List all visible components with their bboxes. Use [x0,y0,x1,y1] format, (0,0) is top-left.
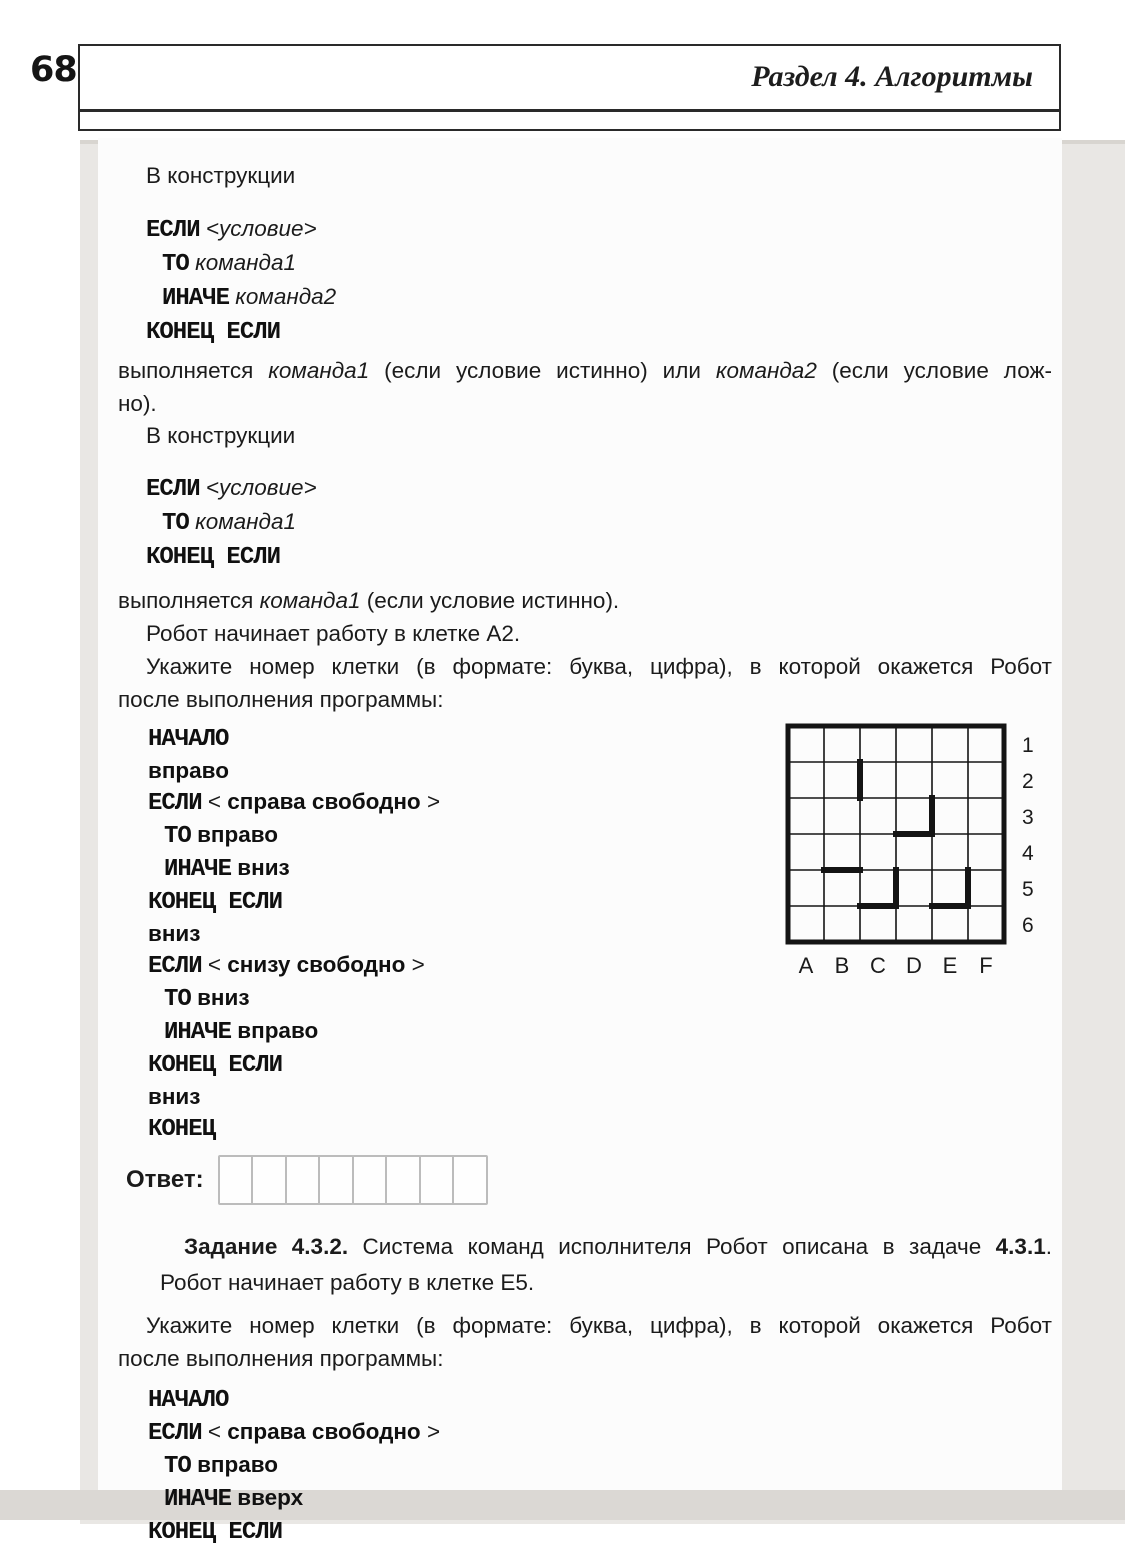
answer-cell [452,1155,488,1205]
text-line: НАЧАЛО [148,1387,229,1414]
robot-program-2 [148,1383,1052,1548]
robot-grid-svg [784,722,1046,982]
explanation-paragraph-2 [118,584,1052,617]
text-line: ЕСЛИ < снизу свободно > [148,952,425,980]
text-line: после выполнения программы: [118,687,444,712]
text-line: ИНАЧЕ вверх [164,1485,304,1513]
text-line: выполняется команда1 (если условие истинно). [118,588,620,613]
text-line: ЕСЛИ < справа свободно > [148,1419,441,1447]
answer-cell [251,1155,287,1205]
text-line: ИНАЧЕ команда2 [162,283,337,312]
text-line: вправо [148,758,229,783]
text-line: КОНЕЦ [148,1116,216,1143]
text-line: ИНАЧЕ вниз [164,855,290,883]
if-construct-listing [146,472,1052,574]
text-line: НАЧАЛО [148,726,229,753]
intro-paragraph-2: В конструкции [146,422,296,448]
text-line: ЕСЛИ < справа свободно > [148,789,441,817]
grid-row-label: 6 [1022,914,1034,937]
section-header [78,44,1061,131]
grid-column-label: A [798,953,814,978]
grid-column-label: F [979,953,993,978]
grid-column-label: B [834,953,850,978]
answer-cell [285,1155,321,1205]
text-line: после выполнения программы: [118,1346,444,1371]
answer-cell [419,1155,455,1205]
robot-start-cell-paragraph [118,617,1052,650]
text-line: ТО вниз [164,985,250,1013]
text-line: вниз [148,921,201,946]
answer-cell [385,1155,421,1205]
answer-cell [218,1155,254,1205]
text-line: Укажите номер клетки (в формате: буква, цифра), в которой окажется Робот [146,654,1052,679]
text-line: выполняется команда1 (если условие истинно) или команда2 (если условие лож- [118,357,1052,383]
text-line: ЕСЛИ <условие> [146,215,317,244]
text-line: Укажите номер клетки (в формате: буква, цифра), в которой окажется Робот [146,1313,1052,1338]
program-and-grid-row [118,722,1052,1145]
text-line: ТО команда1 [162,249,296,278]
grid-column-label: E [942,953,958,978]
text-line: КОНЕЦ ЕСЛИ [148,889,283,916]
text-line: ТО команда1 [162,509,296,537]
grid-row-label: 3 [1022,806,1034,829]
text-line: Робот начинает работу в клетке Е5. [160,1270,535,1295]
grid-row-label: 1 [1022,734,1034,757]
grid-column-label: D [906,953,922,978]
text-line: КОНЕЦ ЕСЛИ [146,318,281,346]
grid-row-label: 4 [1022,842,1034,865]
task-question-paragraph-2 [118,1309,1052,1375]
text-line: ТО вправо [164,1452,279,1480]
text-line: Задание 4.3.2. Система команд исполнителя Робот описана в задаче 4.3.1. [184,1234,1052,1259]
grid-column-label: C [870,953,886,978]
text-line: но). [118,390,157,416]
answer-label: Ответ: [126,1166,204,1193]
text-line: КОНЕЦ ЕСЛИ [146,544,281,571]
text-line: КОНЕЦ ЕСЛИ [148,1519,283,1546]
section-header-title: Раздел 4. Алгоритмы [751,60,1033,93]
explanation-paragraph-1 [118,354,1052,420]
answer-boxes [218,1155,486,1205]
task-432-paragraph [160,1229,1052,1301]
text-line: Робот начинает работу в клетке А2. [146,621,521,646]
page-number: 68 [30,50,77,90]
grid-row-label: 2 [1022,770,1034,793]
text-line: ЕСЛИ <условие> [146,475,317,503]
answer-row [126,1155,1052,1205]
if-else-construct-listing [146,213,1052,349]
intro-paragraph-1: В конструкции [146,163,296,188]
robot-field-figure [784,722,1046,987]
task-question-paragraph [118,650,1052,716]
robot-program-1 [148,722,784,1145]
text-line: вниз [148,1084,201,1109]
document-page [98,138,1062,1546]
text-line: ИНАЧЕ вправо [164,1018,319,1046]
answer-cell [318,1155,354,1205]
text-line: КОНЕЦ ЕСЛИ [148,1052,283,1079]
answer-cell [352,1155,388,1205]
grid-row-label: 5 [1022,878,1034,901]
text-line: ТО вправо [164,822,279,850]
